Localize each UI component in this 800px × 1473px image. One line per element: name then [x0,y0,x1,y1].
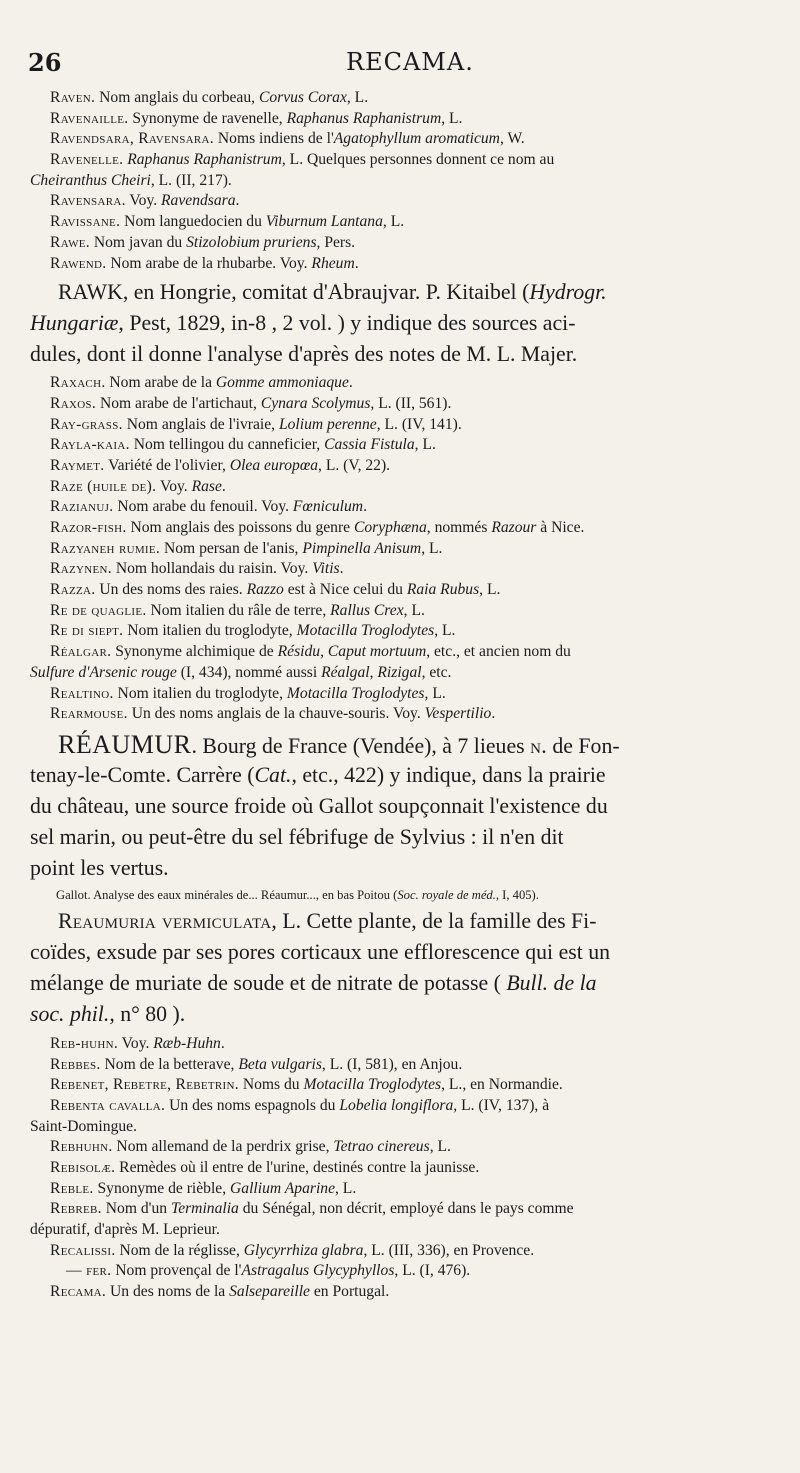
entry-recalissi-fer: — fer. Nom provençal de l'Astragalus Glycyphyllos, L. (I, 476). [66,1262,471,1280]
entry-razyaneh: Razyaneh rumie. Nom persan de l'anis, Pimpinella Anisum, L. [50,539,443,557]
entry-re-de-quaglie: Re de quaglie. Nom italien du râle de terre, Rallus Crex, L. [50,601,425,619]
entry-recalissi: Recalissi. Nom de la réglisse, Glycyrrhiza glabra, L. (III, 336), en Provence. [50,1241,535,1259]
entry-rearmouse: Rearmouse. Un des noms anglais de la chauve-souris. Voy. Vespertilio. [50,705,496,723]
entry-rawk-line3: dules, dont il donne l'analyse d'après des notes de M. L. Majer. [30,342,578,367]
entry-reble: Reble. Synonyme de rièble, Gallium Aparine, L. [50,1179,357,1197]
entry-reaumur-line4: sel marin, ou peut-être du sel fébrifuge de Sylvius : il n'en dit [30,824,564,849]
entry-realgar-cont: Sulfure d'Arsenic rouge (I, 434), nommé aussi Réalgal, Rizigal, etc. [30,663,452,681]
entry-ravenelle-cont: Cheiranthus Cheiri, L. (II, 217). [30,171,232,189]
entry-ravissane: Ravissane. Nom languedocien du Viburnum Lantana, L. [50,213,405,231]
page-header [28,44,782,84]
entry-ravensara: Ravensara. Voy. Ravendsara. [50,192,240,210]
entry-razor-fish: Razor-fish. Nom anglais des poissons du genre Coryphæna, nommés Razour à Nice. [50,519,585,536]
entry-rebisolae: Rebisolæ. Remèdes où il entre de l'urine, destinés contre la jaunisse. [50,1159,480,1176]
entry-reaumur-reference: Gallot. Analyse des eaux minérales de... Réaumur..., en bas Poitou (Soc. royale de méd., I, 405). [56,887,539,902]
entry-raven: Raven. Nom anglais du corbeau, Corvus Corax, L. [50,89,369,106]
entry-reaumuria: Reaumuria vermiculata, L. Cette plante, de la famille des Fi- [58,908,597,933]
entry-razianuj: Razianuj. Nom arabe du fenouil. Voy. Fœniculum. [50,498,367,516]
entry-reaumur-line2: tenay-le-Comte. Carrère (Cat., etc., 422) y indique, dans la prairie [30,762,606,787]
entry-razza: Razza. Un des noms des raies. Razzo est à Nice celui du Raia Rubus, L. [50,581,501,599]
entry-rebreb-cont: dépuratif, d'après M. Leprieur. [30,1221,220,1239]
entry-rebhuhn: Rebhuhn. Nom allemand de la perdrix grise, Tetrao cinereus, L. [50,1138,451,1156]
entry-raze: Raze (huile de). Voy. Rase. [50,477,226,495]
entry-ray-grass: Ray-grass. Nom anglais de l'ivraie, Lolium perenne, L. (IV, 141). [50,415,462,433]
entry-reaumur-line3: du château, une source froide où Gallot soupçonnait l'existence du [30,793,608,818]
entry-rebenta-cavalla: Rebenta cavalla. Un des noms espagnols du Lobelia longiflora, L. (IV, 137), à [50,1096,550,1114]
entry-reaumuria-line2: coïdes, exsude par ses pores corticaux une efflorescence qui est un [30,939,611,964]
entry-rebenta-cont: Saint-Domingue. [30,1117,137,1135]
entry-ravendsara: Ravendsara, Ravensara. Noms indiens de l'Agatophyllum aromaticum, W. [50,130,525,148]
entry-recama: Recama. Un des noms de la Salsepareille en Portugal. [50,1283,390,1301]
entry-rebenet: Rebenet, Rebetre, Rebetrin. Noms du Motacilla Troglodytes, L., en Normandie. [50,1076,563,1094]
entry-raymet: Raymet. Variété de l'olivier, Olea europœa, L. (V, 22). [50,456,391,474]
entry-re-di-siept: Re di siept. Nom italien du troglodyte, Motacilla Troglodytes, L. [50,622,456,640]
entry-raxos: Raxos. Nom arabe de l'artichaut, Cynara Scolymus, L. (II, 561). [50,394,452,412]
entry-ravenaille: Ravenaille. Synonyme de ravenelle, Raphanus Raphanistrum, L. [50,109,463,127]
entry-realtino: Realtino. Nom italien du troglodyte, Motacilla Troglodytes, L. [50,684,446,702]
entry-rawk: RAWK, en Hongrie, comitat d'Abraujvar. P. Kitaibel (Hydrogr. [58,280,607,305]
entry-rawk-line2: Hungariæ, Pest, 1829, in-8 , 2 vol. ) y indique des sources aci- [30,311,576,336]
entry-reb-huhn: Reb-huhn. Voy. Ræb-Huhn. [50,1034,225,1052]
entry-reaumur-line5: point les vertus. [30,855,169,880]
page-number: 26 [28,48,62,77]
entry-raxach: Raxach. Nom arabe de la Gomme ammoniaque. [50,374,353,392]
entry-reaumuria-line3: mélange de muriate de soude et de nitrate de potasse ( Bull. de la [30,970,597,995]
entry-reaumur: RÉAUMUR. Bourg de France (Vendée), à 7 lieues n. de Fon- [58,729,620,759]
running-title: RECAMA. [346,48,474,76]
entry-rayla-kaia: Rayla-kaia. Nom tellingou du canneficier, Cassia Fistula, L. [50,436,436,454]
entry-rawe: Rawe. Nom javan du Stizolobium pruriens, Pers. [50,233,356,251]
page-content [30,88,790,1303]
entry-rawend: Rawend. Nom arabe de la rhubarbe. Voy. Rheum. [50,254,359,272]
entry-ravenelle: Ravenelle. Raphanus Raphanistrum, L. Quelques personnes donnent ce nom au [50,151,555,169]
entry-realgar: Réalgar. Synonyme alchimique de Résidu, Caput mortuum, etc., et ancien nom du [50,643,571,661]
entry-reaumuria-line4: soc. phil., n° 80 ). [30,1001,186,1026]
entry-razynen: Razynen. Nom hollandais du raisin. Voy. Vitis. [50,560,344,578]
entry-rebbes: Rebbes. Nom de la betterave, Beta vulgaris, L. (I, 581), en Anjou. [50,1055,463,1073]
entry-rebreb: Rebreb. Nom d'un Terminalia du Sénégal, non décrit, employé dans le pays comme [50,1200,574,1218]
